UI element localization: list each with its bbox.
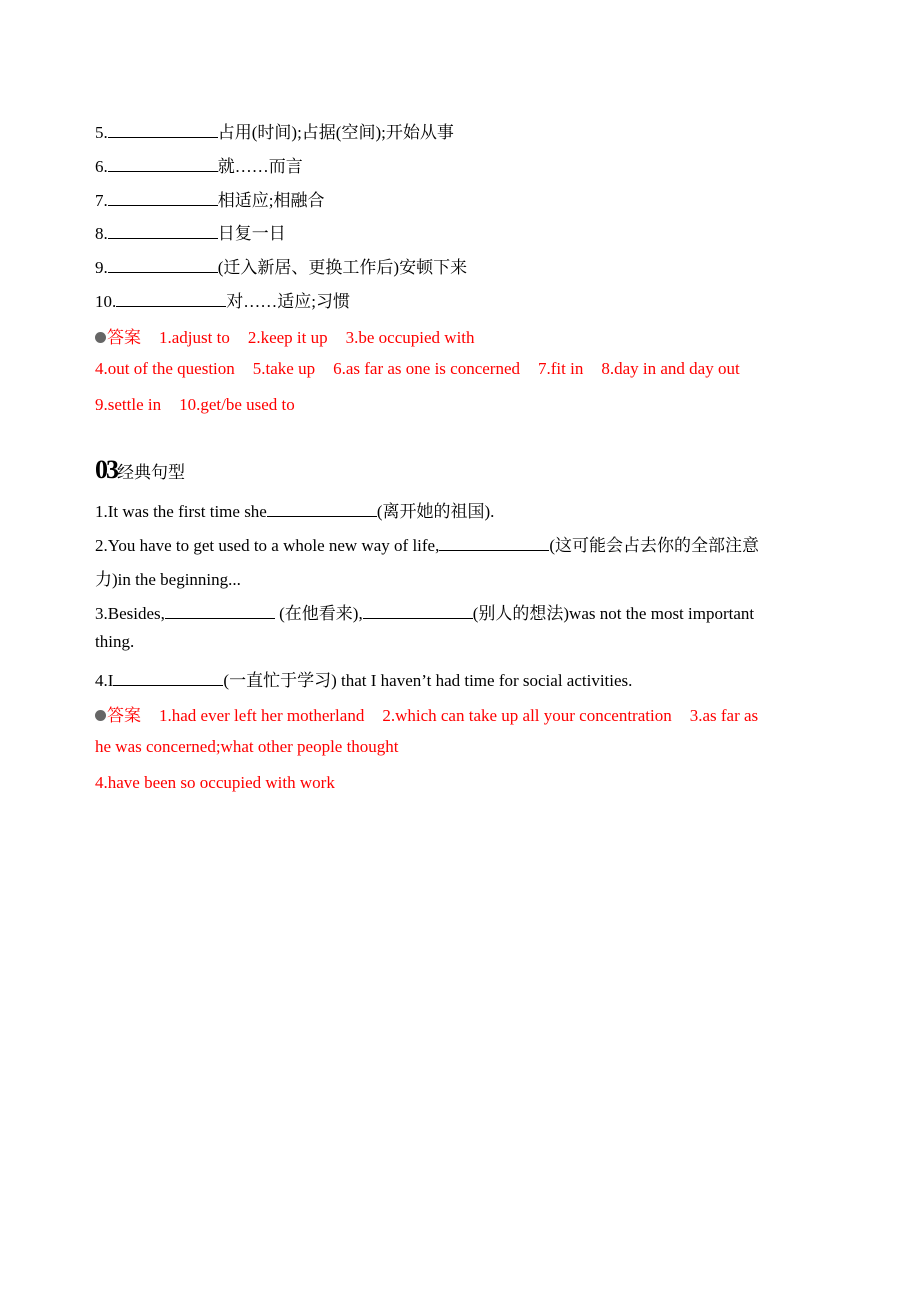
sentence: 力)in the beginning... xyxy=(95,570,241,589)
answer-line: he was concerned;what other people thought xyxy=(95,737,399,756)
answer-icon xyxy=(95,332,106,343)
vocab-item: 9. (迁入新居、更换工作后)安顿下来 xyxy=(95,258,468,277)
vocab-item: 8. 日复一日 xyxy=(95,224,286,243)
answer-block-1: 答案 1.adjust to 2.keep it up 3.be occupied with xyxy=(95,323,475,348)
answer-line: 4.have been so occupied with work xyxy=(95,773,335,792)
vocab-item: 10. 对……适应;习惯 xyxy=(95,292,350,311)
vocab-item: 6. 就……而言 xyxy=(95,157,303,176)
sentence: 4.I (一直忙于学习) that I haven’t had time for social activities. xyxy=(95,671,633,690)
answer-block-2: 答案 1.had ever left her motherland 2.which can take up all your concentration 3.as far as xyxy=(95,701,758,726)
vocab-item: 5. 占用(时间);占据(空间);开始从事 xyxy=(95,123,454,142)
section-heading: 03经典句型 xyxy=(95,455,185,484)
answer-icon xyxy=(95,710,106,721)
vocab-item: 7. 相适应;相融合 xyxy=(95,191,325,210)
sentence: 1.It was the first time she (离开她的祖国). xyxy=(95,502,495,521)
sentence: 3.Besides, (在他看来), (别人的想法)was not the most important xyxy=(95,604,755,623)
sentence: thing. xyxy=(95,632,135,651)
sentence: 2.You have to get used to a whole new way of life, (这可能会占去你的全部注意 xyxy=(95,536,760,555)
answer-line: 9.settle in 10.get/be used to xyxy=(95,395,295,414)
answer-line: 4.out of the question 5.take up 6.as far as one is concerned 7.fit in 8.day in and day out xyxy=(95,359,740,378)
